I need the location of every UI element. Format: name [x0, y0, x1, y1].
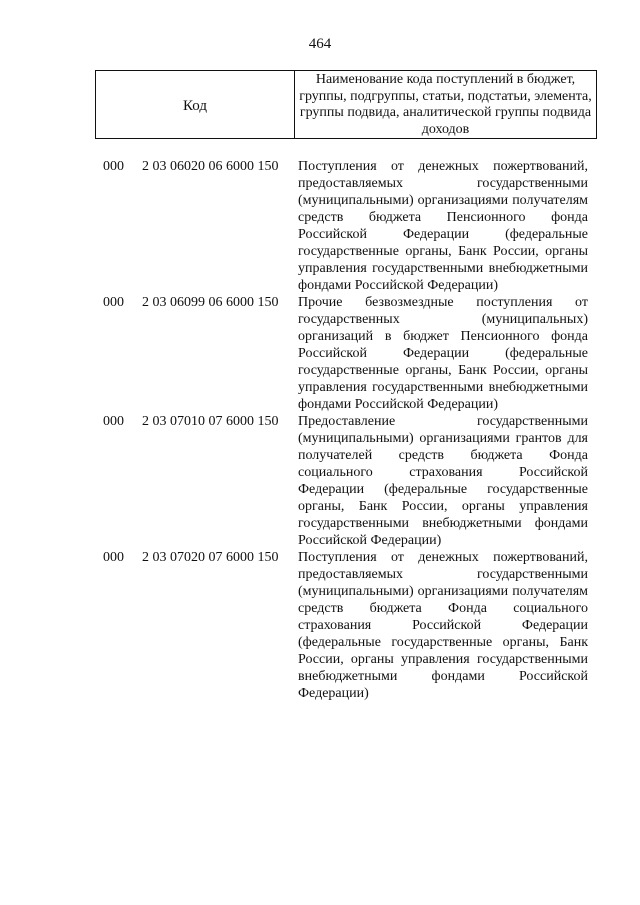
revenue-code: 2 03 06099 06 6000 150 — [142, 295, 279, 310]
revenue-code: 2 03 06020 06 6000 150 — [142, 159, 279, 174]
table-row — [0, 549, 640, 702]
revenue-code: 2 03 07020 07 6000 150 — [142, 550, 279, 565]
revenue-description: Поступления от денежных пожертвований, предоставляемых государственными (муниципальными) организациями получателям средств бюджета Пенсионного фонда Российской Федерации (федеральные государственные органы, Банк России, органы управления государственными внебюджетными фондами Российской Федерации) — [298, 159, 588, 293]
page-number: 464 — [308, 36, 332, 52]
table-row — [0, 158, 640, 294]
table-row — [0, 294, 640, 413]
revenue-description: Поступления от денежных пожертвований, предоставляемых государственными (муниципальными) организациями получателям средств бюджета Фонда социального страхования Российской Федерации (федеральные государственные органы, Банк России, органы управления государственными внебюджетными фондами Российской Федерации) — [298, 550, 588, 701]
admin-code: 000 — [103, 550, 124, 565]
revenue-code: 2 03 07010 07 6000 150 — [142, 414, 279, 429]
header-code-cell: Код — [96, 71, 295, 138]
admin-code: 000 — [103, 159, 124, 174]
table-header — [95, 70, 597, 139]
table-body — [0, 158, 640, 702]
admin-code: 000 — [103, 295, 124, 310]
admin-code: 000 — [103, 414, 124, 429]
header-name-cell: Наименование кода поступлений в бюджет, группы, подгруппы, статьи, подстатьи, элемента, группы подвида, аналитической группы подвида доходов — [299, 72, 592, 137]
revenue-description: Прочие безвозмездные поступления от государственных (муниципальных) организаций в бюджет Пенсионного фонда Российской Федерации (федеральные государственные органы, Банк России, органы управления государственными внебюджетными фондами Российской Федерации) — [298, 295, 588, 412]
revenue-description: Предоставление государственными (муниципальными) организациями грантов для получателей средств бюджета Фонда социального страхования Российской Федерации (федеральные государственные органы, Банк России, органы управления государственными внебюджетными фондами Российской Федерации) — [298, 414, 588, 548]
table-row — [0, 413, 640, 549]
